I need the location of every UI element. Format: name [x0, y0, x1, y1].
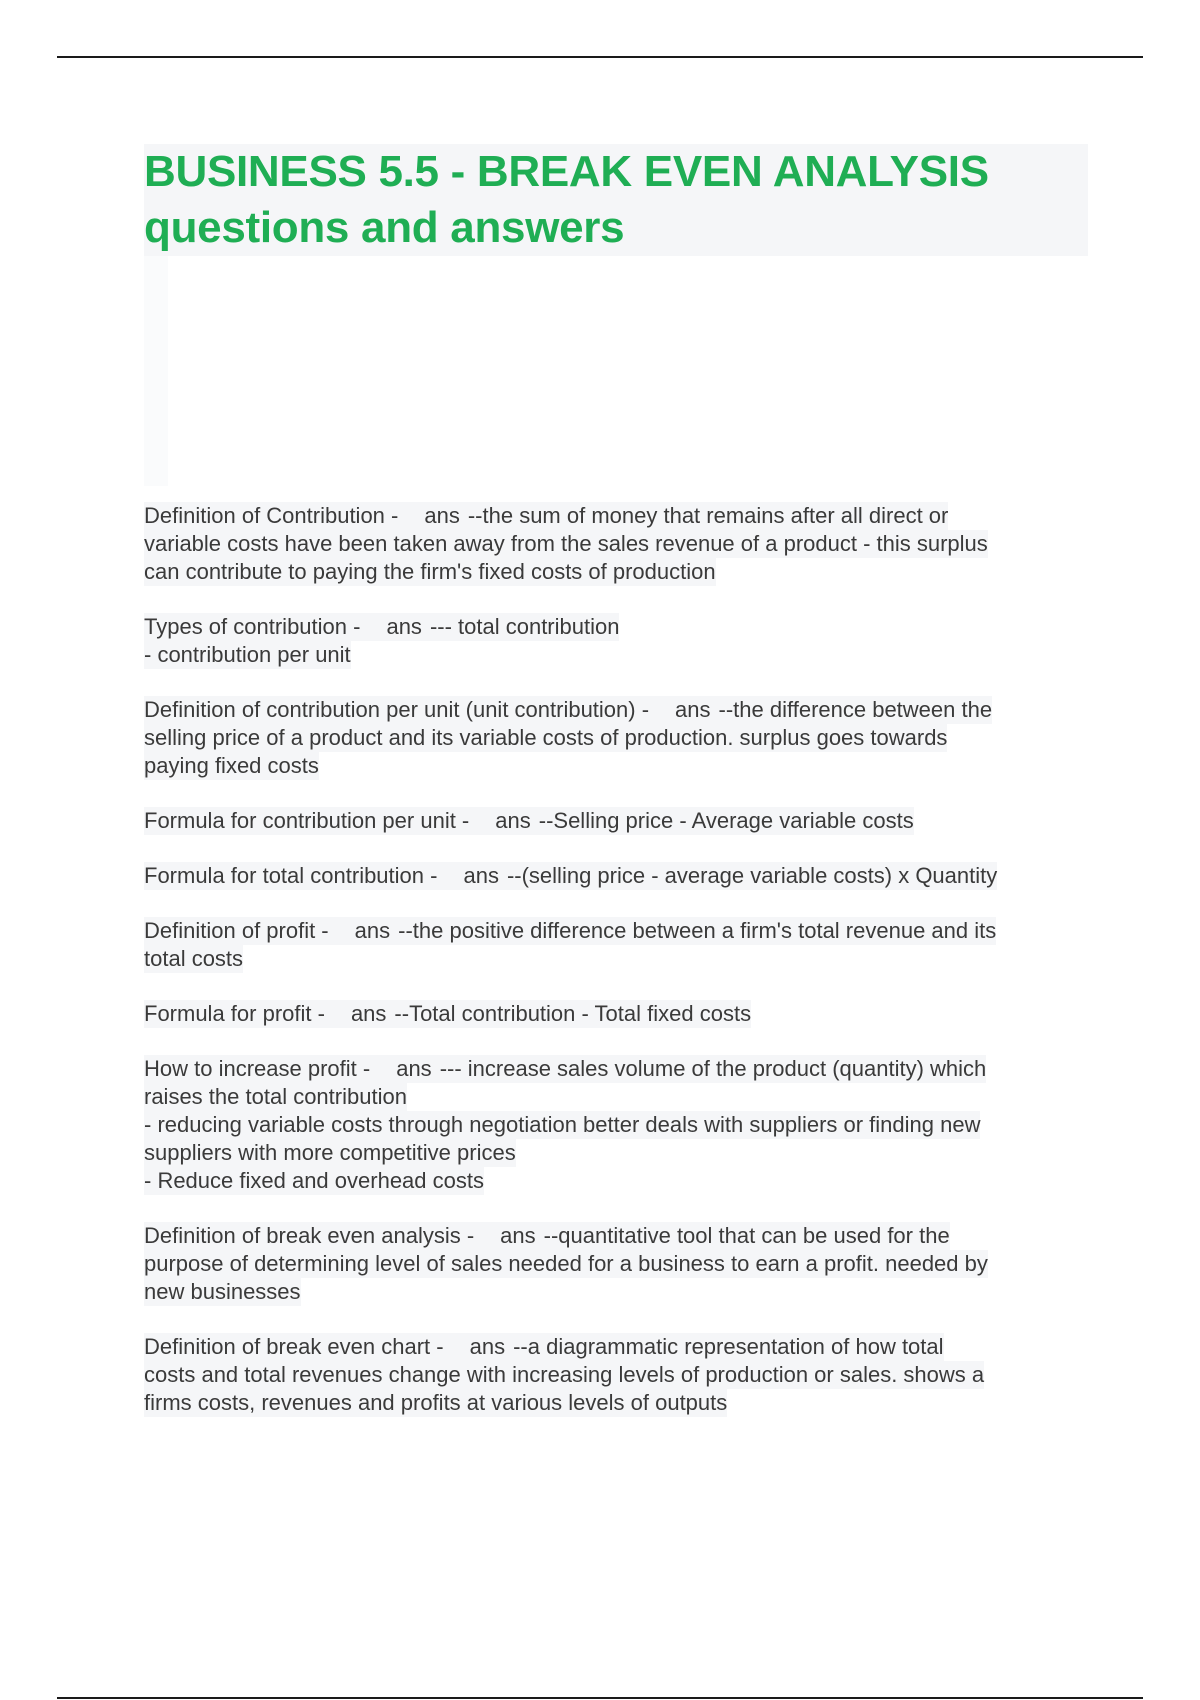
qa-line: [144, 1361, 984, 1389]
question-text: Formula for profit -: [144, 1001, 325, 1026]
question-text: How to increase profit -: [144, 1056, 371, 1081]
qa-line: [144, 1139, 516, 1167]
qa-line: [144, 1333, 944, 1361]
qa-line: [144, 1278, 301, 1306]
answer-text: --quantitative tool that can be used for the: [543, 1223, 950, 1248]
qa-line: [144, 1167, 484, 1195]
answer-text: - contribution per unit: [144, 642, 351, 667]
qa-item: [144, 917, 1094, 973]
answer-text: firms costs, revenues and profits at various levels of outputs: [144, 1390, 728, 1415]
answer-text: --Total contribution - Total fixed costs: [394, 1001, 752, 1026]
question-text: Definition of contribution per unit (unit contribution) -: [144, 697, 650, 722]
qa-item: [144, 1055, 1094, 1195]
qa-line: [144, 807, 914, 835]
answer-text: variable costs have been taken away from the sales revenue of a product - this surplus: [144, 531, 988, 556]
document-title: [144, 144, 1088, 256]
question-text: Definition of break even chart -: [144, 1334, 444, 1359]
answer-text: --- total contribution: [429, 614, 620, 639]
qa-line: [144, 1111, 980, 1139]
qa-line: [144, 1083, 407, 1111]
ans-marker: ans: [500, 1223, 536, 1248]
qa-line: [144, 558, 716, 586]
qa-line: [144, 752, 319, 780]
ans-marker: ans: [386, 614, 422, 639]
answer-text: - reducing variable costs through negotiation better deals with suppliers or finding new: [144, 1112, 981, 1137]
qa-line: [144, 1055, 986, 1083]
qa-line: [144, 862, 997, 890]
ans-marker: ans: [354, 918, 391, 943]
ans-marker: ans: [469, 1334, 506, 1359]
qa-line: [144, 696, 992, 724]
qa-list: [144, 502, 1094, 1444]
question-text: Formula for total contribution -: [144, 863, 438, 888]
qa-item: [144, 613, 1094, 669]
title-block: [144, 144, 1088, 256]
qa-item: [144, 1333, 1094, 1417]
answer-text: can contribute to paying the firm's fixed costs of production: [144, 559, 716, 584]
answer-text: suppliers with more competitive prices: [144, 1140, 516, 1165]
qa-line: [144, 1222, 950, 1250]
title-line-2: questions and answers: [144, 203, 625, 252]
qa-line: [144, 917, 996, 945]
answer-text: selling price of a product and its variable costs of production. surplus goes towards: [144, 725, 948, 750]
ans-marker: ans: [424, 503, 460, 528]
qa-line: [144, 502, 948, 530]
qa-line: [144, 1389, 727, 1417]
question-text: Definition of profit -: [144, 918, 329, 943]
qa-item: [144, 807, 1094, 835]
ans-marker: ans: [495, 808, 531, 833]
ans-marker: ans: [463, 863, 499, 888]
question-text: Definition of Contribution -: [144, 503, 399, 528]
qa-line: [144, 641, 351, 669]
qa-item: [144, 1222, 1094, 1306]
qa-line: [144, 724, 947, 752]
answer-text: new businesses: [144, 1279, 301, 1304]
bottom-rule: [57, 1697, 1143, 1699]
ans-marker: ans: [675, 697, 711, 722]
answer-text: --a diagrammatic representation of how total: [513, 1334, 944, 1359]
ans-marker: ans: [350, 1001, 387, 1026]
answer-text: total costs: [144, 946, 244, 971]
title-line-1: BUSINESS 5.5 - BREAK EVEN ANALYSIS: [144, 147, 989, 196]
title-spacer: [144, 256, 168, 486]
question-text: Definition of break even analysis -: [144, 1223, 475, 1248]
qa-item: [144, 862, 1094, 890]
answer-text: paying fixed costs: [144, 753, 319, 778]
answer-text: --the sum of money that remains after all direct or: [467, 503, 949, 528]
question-text: Formula for contribution per unit -: [144, 808, 470, 833]
answer-text: --Selling price - Average variable costs: [538, 808, 914, 833]
answer-text: - Reduce fixed and overhead costs: [144, 1168, 484, 1193]
ans-marker: ans: [396, 1056, 432, 1081]
qa-line: [144, 1000, 751, 1028]
qa-item: [144, 502, 1094, 586]
qa-line: [144, 1250, 988, 1278]
qa-item: [144, 1000, 1094, 1028]
answer-text: --(selling price - average variable costs) x Quantity: [506, 863, 998, 888]
qa-item: [144, 696, 1094, 780]
answer-text: --the difference between the: [718, 697, 993, 722]
answer-text: purpose of determining level of sales needed for a business to earn a profit. needed by: [144, 1251, 988, 1276]
qa-line: [144, 530, 988, 558]
answer-text: --the positive difference between a firm's total revenue and its: [398, 918, 997, 943]
question-text: Types of contribution -: [144, 614, 361, 639]
answer-text: costs and total revenues change with increasing levels of production or sales. shows a: [144, 1362, 985, 1387]
answer-text: raises the total contribution: [144, 1084, 407, 1109]
top-rule: [57, 56, 1143, 58]
qa-line: [144, 613, 619, 641]
answer-text: --- increase sales volume of the product (quantity) which: [439, 1056, 987, 1081]
qa-line: [144, 945, 243, 973]
